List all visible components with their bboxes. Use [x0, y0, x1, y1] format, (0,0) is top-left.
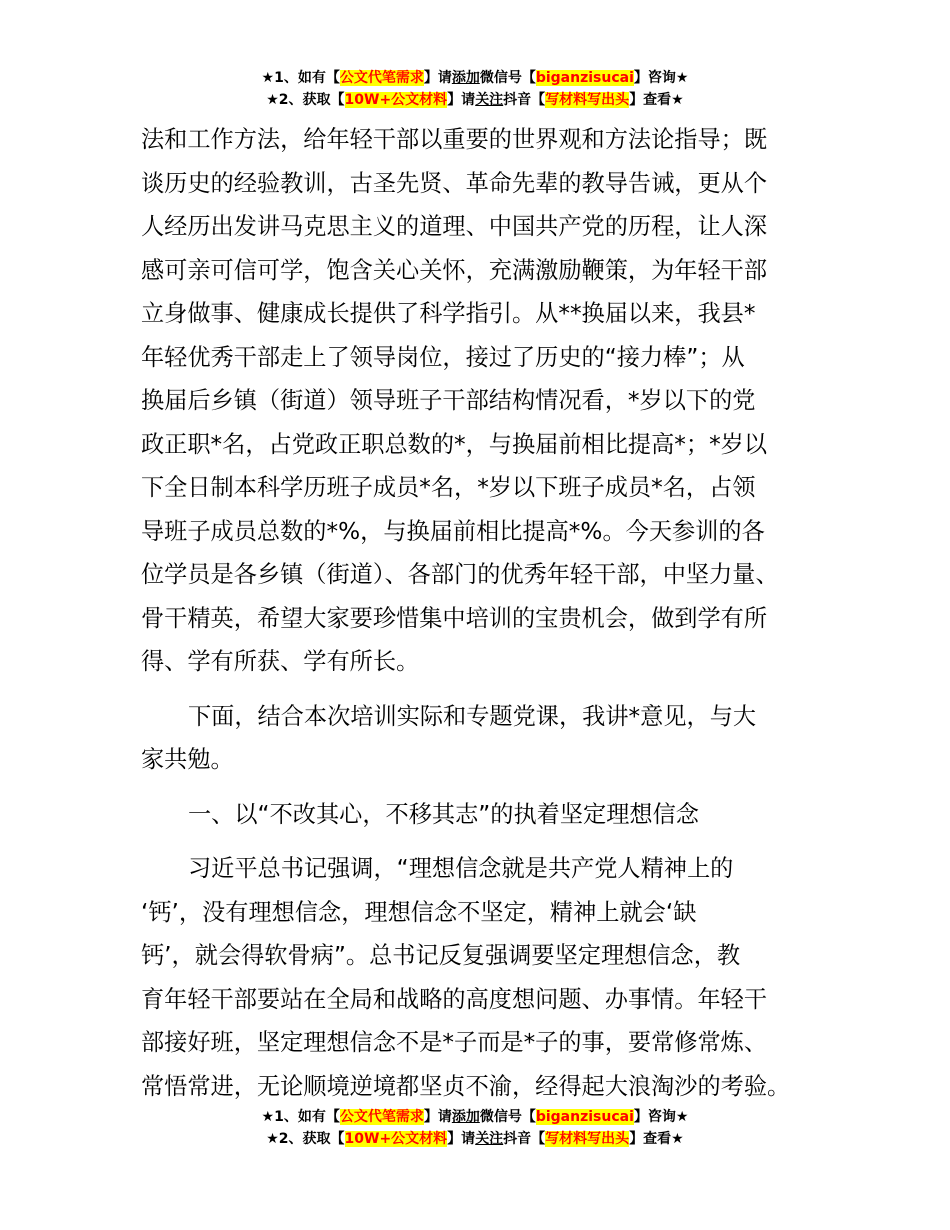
text-line: 部接好班，坚定理想信念不是*子而是*子的事，要常修常炼、	[141, 1029, 768, 1056]
banner-text: ★2、获取【	[266, 1131, 345, 1147]
douyin-highlight: 写材料写出头	[545, 92, 630, 108]
banner-line-1	[0, 67, 950, 89]
banner-text: 抖音【	[503, 1131, 546, 1147]
text-line: 年轻优秀干部走上了领导岗位，接过了历史的“接力棒”；从	[141, 343, 745, 371]
banner-text-underlined: 添加	[451, 70, 480, 86]
text-line: 下面，结合本次培训实际和专题党课，我讲*意见，与大	[188, 702, 757, 730]
banner-line-2	[0, 1128, 950, 1150]
banner-text: 】请	[423, 70, 452, 86]
section-heading	[141, 793, 821, 837]
ghostwriting-highlight: 公文代笔需求	[339, 70, 424, 86]
banner-text: ★1、如有【	[261, 70, 340, 86]
materials-highlight: 10W+公文材料	[344, 1131, 448, 1147]
banner-text: ★1、如有【	[261, 1109, 340, 1125]
banner-text-underlined: 关注	[475, 92, 504, 108]
banner-text-underlined: 添加	[451, 1109, 480, 1125]
text-line: 家共勉。	[141, 746, 234, 773]
text-line: 得、学有所获、学有所长。	[141, 648, 420, 675]
banner-text: 】查看★	[629, 1131, 684, 1147]
text-line: 谈历史的经验教训，古圣先贤、革命先辈的教导告诫，更从个	[141, 169, 768, 197]
text-line: 育年轻干部要站在全局和战略的高度想问题、办事情。年轻干	[141, 985, 768, 1013]
footer-banner	[0, 1106, 950, 1150]
banner-text: 抖音【	[503, 92, 546, 108]
text-line: 政正职*名，占党政正职总数的*，与换届前相比提高*；*岁以	[141, 430, 768, 458]
banner-text: 微信号【	[479, 70, 536, 86]
materials-highlight: 10W+公文材料	[344, 92, 448, 108]
douyin-highlight: 写材料写出头	[545, 1131, 630, 1147]
banner-text: 】请	[423, 1109, 452, 1125]
banner-line-1	[0, 1106, 950, 1128]
header-banner	[0, 67, 950, 111]
banner-text: 】查看★	[629, 92, 684, 108]
banner-text: 微信号【	[479, 1109, 536, 1125]
banner-text-underlined: 关注	[475, 1131, 504, 1147]
paragraph-1	[141, 118, 821, 684]
text-line: 钙’，就会得软骨病”。总书记反复强调要坚定理想信念，教	[141, 942, 741, 969]
text-line: 习近平总书记强调，“理想信念就是共产党人精神上的	[188, 855, 734, 882]
text-line: ‘钙’，没有理想信念，理想信念不坚定，精神上就会‘缺	[141, 898, 697, 926]
banner-text: 】请	[447, 92, 476, 108]
heading-text: 一、以“不改其心，不移其志”的执着坚定理想信念	[188, 800, 699, 828]
wechat-id-highlight: biganzisucai	[535, 70, 634, 86]
banner-line-2	[0, 89, 950, 111]
banner-text: 】咨询★	[633, 70, 689, 86]
text-line: 法和工作方法，给年轻干部以重要的世界观和方法论指导；既	[141, 126, 768, 153]
text-line: 感可亲可信可学，饱含关心关怀，充满激励鞭策，为年轻干部	[141, 256, 768, 284]
banner-text: ★2、获取【	[266, 92, 345, 108]
document-body	[141, 118, 821, 1108]
text-line: 下全日制本科学历班子成员*名，*岁以下班子成员*名，占领	[141, 474, 756, 501]
text-line: 位学员是各乡镇（街道）、各部门的优秀年轻干部，中坚力量、	[141, 561, 779, 588]
text-line: 换届后乡镇（街道）领导班子干部结构情况看，*岁以下的党	[141, 387, 756, 414]
ghostwriting-highlight: 公文代笔需求	[339, 1109, 424, 1125]
text-line: 常悟常进，无论顺境逆境都坚贞不渝，经得起大浪淘沙的考验。	[141, 1072, 791, 1100]
wechat-id-highlight: biganzisucai	[535, 1109, 634, 1125]
text-line: 导班子成员总数的*%，与换届前相比提高*%。今天参训的各	[141, 517, 765, 545]
text-line: 骨干精英，希望大家要珍惜集中培训的宝贵机会，做到学有所	[141, 604, 768, 632]
banner-text: 】请	[447, 1131, 476, 1147]
text-line: 人经历出发讲马克思主义的道理、中国共产党的历程，让人深	[141, 213, 768, 240]
text-line: 立身做事、健康成长提供了科学指引。从**换届以来，我县*	[141, 300, 756, 327]
paragraph-3	[141, 847, 821, 1108]
banner-text: 】咨询★	[633, 1109, 689, 1125]
paragraph-2	[141, 695, 821, 782]
